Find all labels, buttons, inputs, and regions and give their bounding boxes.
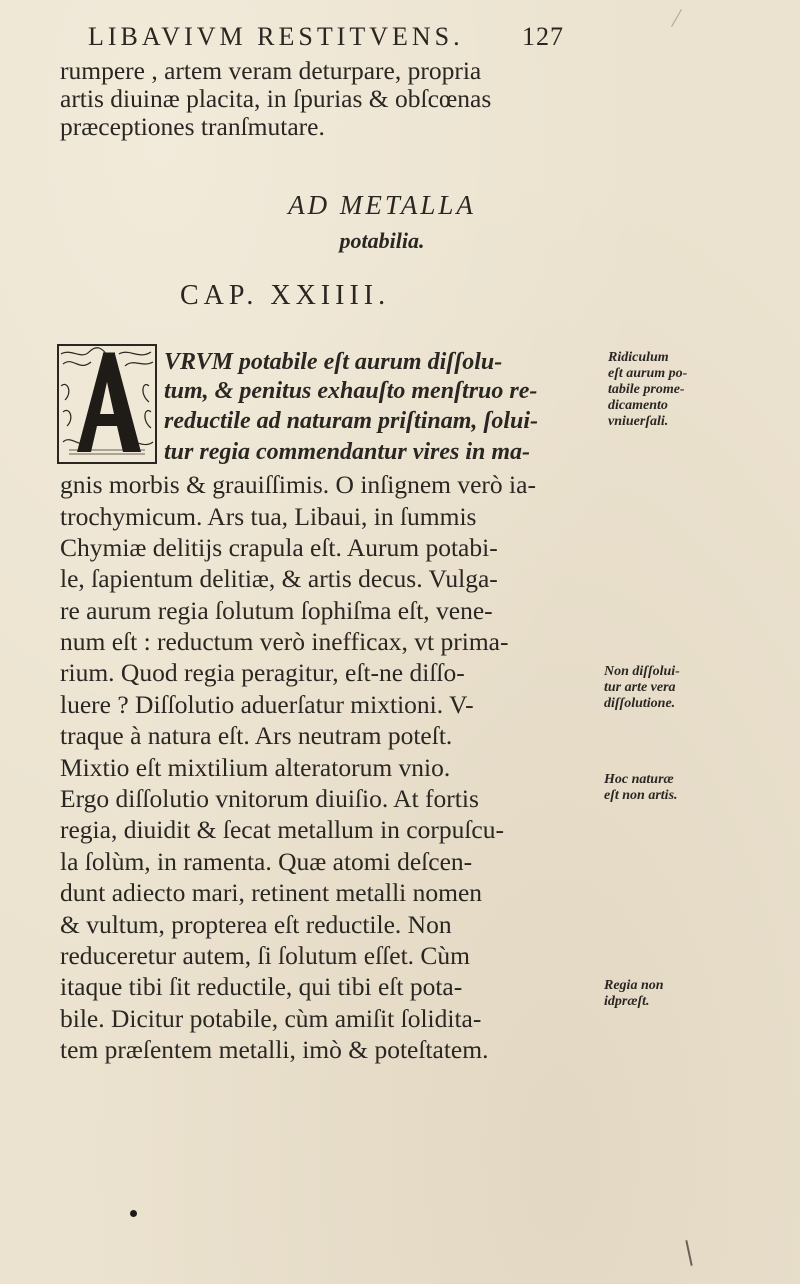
marginal-note-line: tur arte vera (604, 680, 676, 696)
marginal-note-line: eſt aurum po- (608, 366, 688, 382)
marginal-note-line: diſſolutione. (604, 696, 676, 712)
body-line: dunt adiecto mari, retinent metalli nomen (60, 878, 483, 907)
intro-line: rumpere , artem veram deturpare, propria (60, 56, 482, 85)
page-number: 127 (522, 22, 564, 51)
marginal-note-line: Hoc naturæ (604, 772, 674, 787)
body-line: Ergo diſſolutio vnitorum diuiſio. At fortis (60, 784, 479, 813)
marginal-note-line: tabile prome- (608, 382, 685, 398)
marginal-note (604, 772, 754, 804)
body-line: le, ſapientum delitiæ, & artis decus. Vulga- (60, 564, 498, 593)
opening-line: tur regia commendantur vires in ma- (164, 439, 531, 465)
chapter-heading: CAP. XXIIII. (180, 280, 391, 311)
intro-line: artis diuinæ placita, in ſpurias & obſcœnas (60, 84, 492, 113)
body-line: luere ? Diſſolutio aduerſatur mixtioni. V- (60, 690, 474, 719)
marginal-note (604, 664, 754, 712)
marginal-note (604, 978, 754, 1010)
ink-speck (130, 1210, 137, 1217)
opening-line: tum, & penitus exhauſto menſtruo re- (164, 378, 538, 404)
section-subheading: potabilia. (339, 228, 425, 253)
marginal-note (608, 350, 758, 430)
paper-mark (671, 9, 682, 27)
body-line: re aurum regia ſolutum ſophiſma eſt, vene- (60, 596, 493, 625)
marginal-note-line: eſt non artis. (604, 788, 678, 804)
body-line: la ſolùm, in ramenta. Quæ atomi deſcen- (60, 847, 473, 876)
marginal-note-line: Non diſſolui- (604, 664, 680, 679)
body-line: trochymicum. Ars tua, Libaui, in ſummis (60, 502, 477, 531)
body-line: Chymiæ delitijs crapula eſt. Aurum potabi- (60, 533, 498, 562)
marginal-note-line: Regia non (604, 978, 664, 993)
marginal-note-line: idpræſt. (604, 994, 650, 1010)
paper-mark (685, 1240, 692, 1266)
intro-line: præceptiones tranſmutare. (60, 112, 325, 141)
opening-line: VRVM potabile eſt aurum diſſolu- (164, 349, 503, 375)
running-head-title: LIBAVIVM RESTITVENS. (88, 22, 464, 51)
body-line: Mixtio eſt mixtilium alteratorum vnio. (60, 753, 451, 782)
body-line: regia, diuidit & ſecat metallum in corpuſcu- (60, 815, 504, 844)
marginal-note-line: Ridiculum (608, 350, 669, 365)
marginal-note-line: dicamento (608, 398, 668, 414)
body-line: tem præſentem metalli, imò & poteſtatem. (60, 1035, 489, 1064)
section-heading: AD METALLA (288, 190, 476, 220)
opening-line: reductile ad naturam priſtinam, ſolui- (164, 408, 539, 434)
body-line: num eſt : reductum verò inefficax, vt prima- (60, 627, 509, 656)
body-line: gnis morbis & grauiſſimis. O inſignem verò ia- (60, 470, 536, 499)
marginal-note-line: vniuerſali. (608, 414, 669, 430)
body-line: traque à natura eſt. Ars neutram poteſt. (60, 721, 453, 750)
body-line: rium. Quod regia peragitur, eſt-ne diſſo- (60, 658, 465, 687)
body-line: & vultum, propterea eſt reductile. Non (60, 910, 452, 939)
body-line: itaque tibi ſit reductile, qui tibi eſt pota- (60, 972, 463, 1001)
decorated-initial-a (57, 344, 157, 464)
body-line: reduceretur autem, ſi ſolutum eſſet. Cùm (60, 941, 471, 970)
body-line: bile. Dicitur potabile, cùm amiſit ſolidita- (60, 1004, 482, 1033)
